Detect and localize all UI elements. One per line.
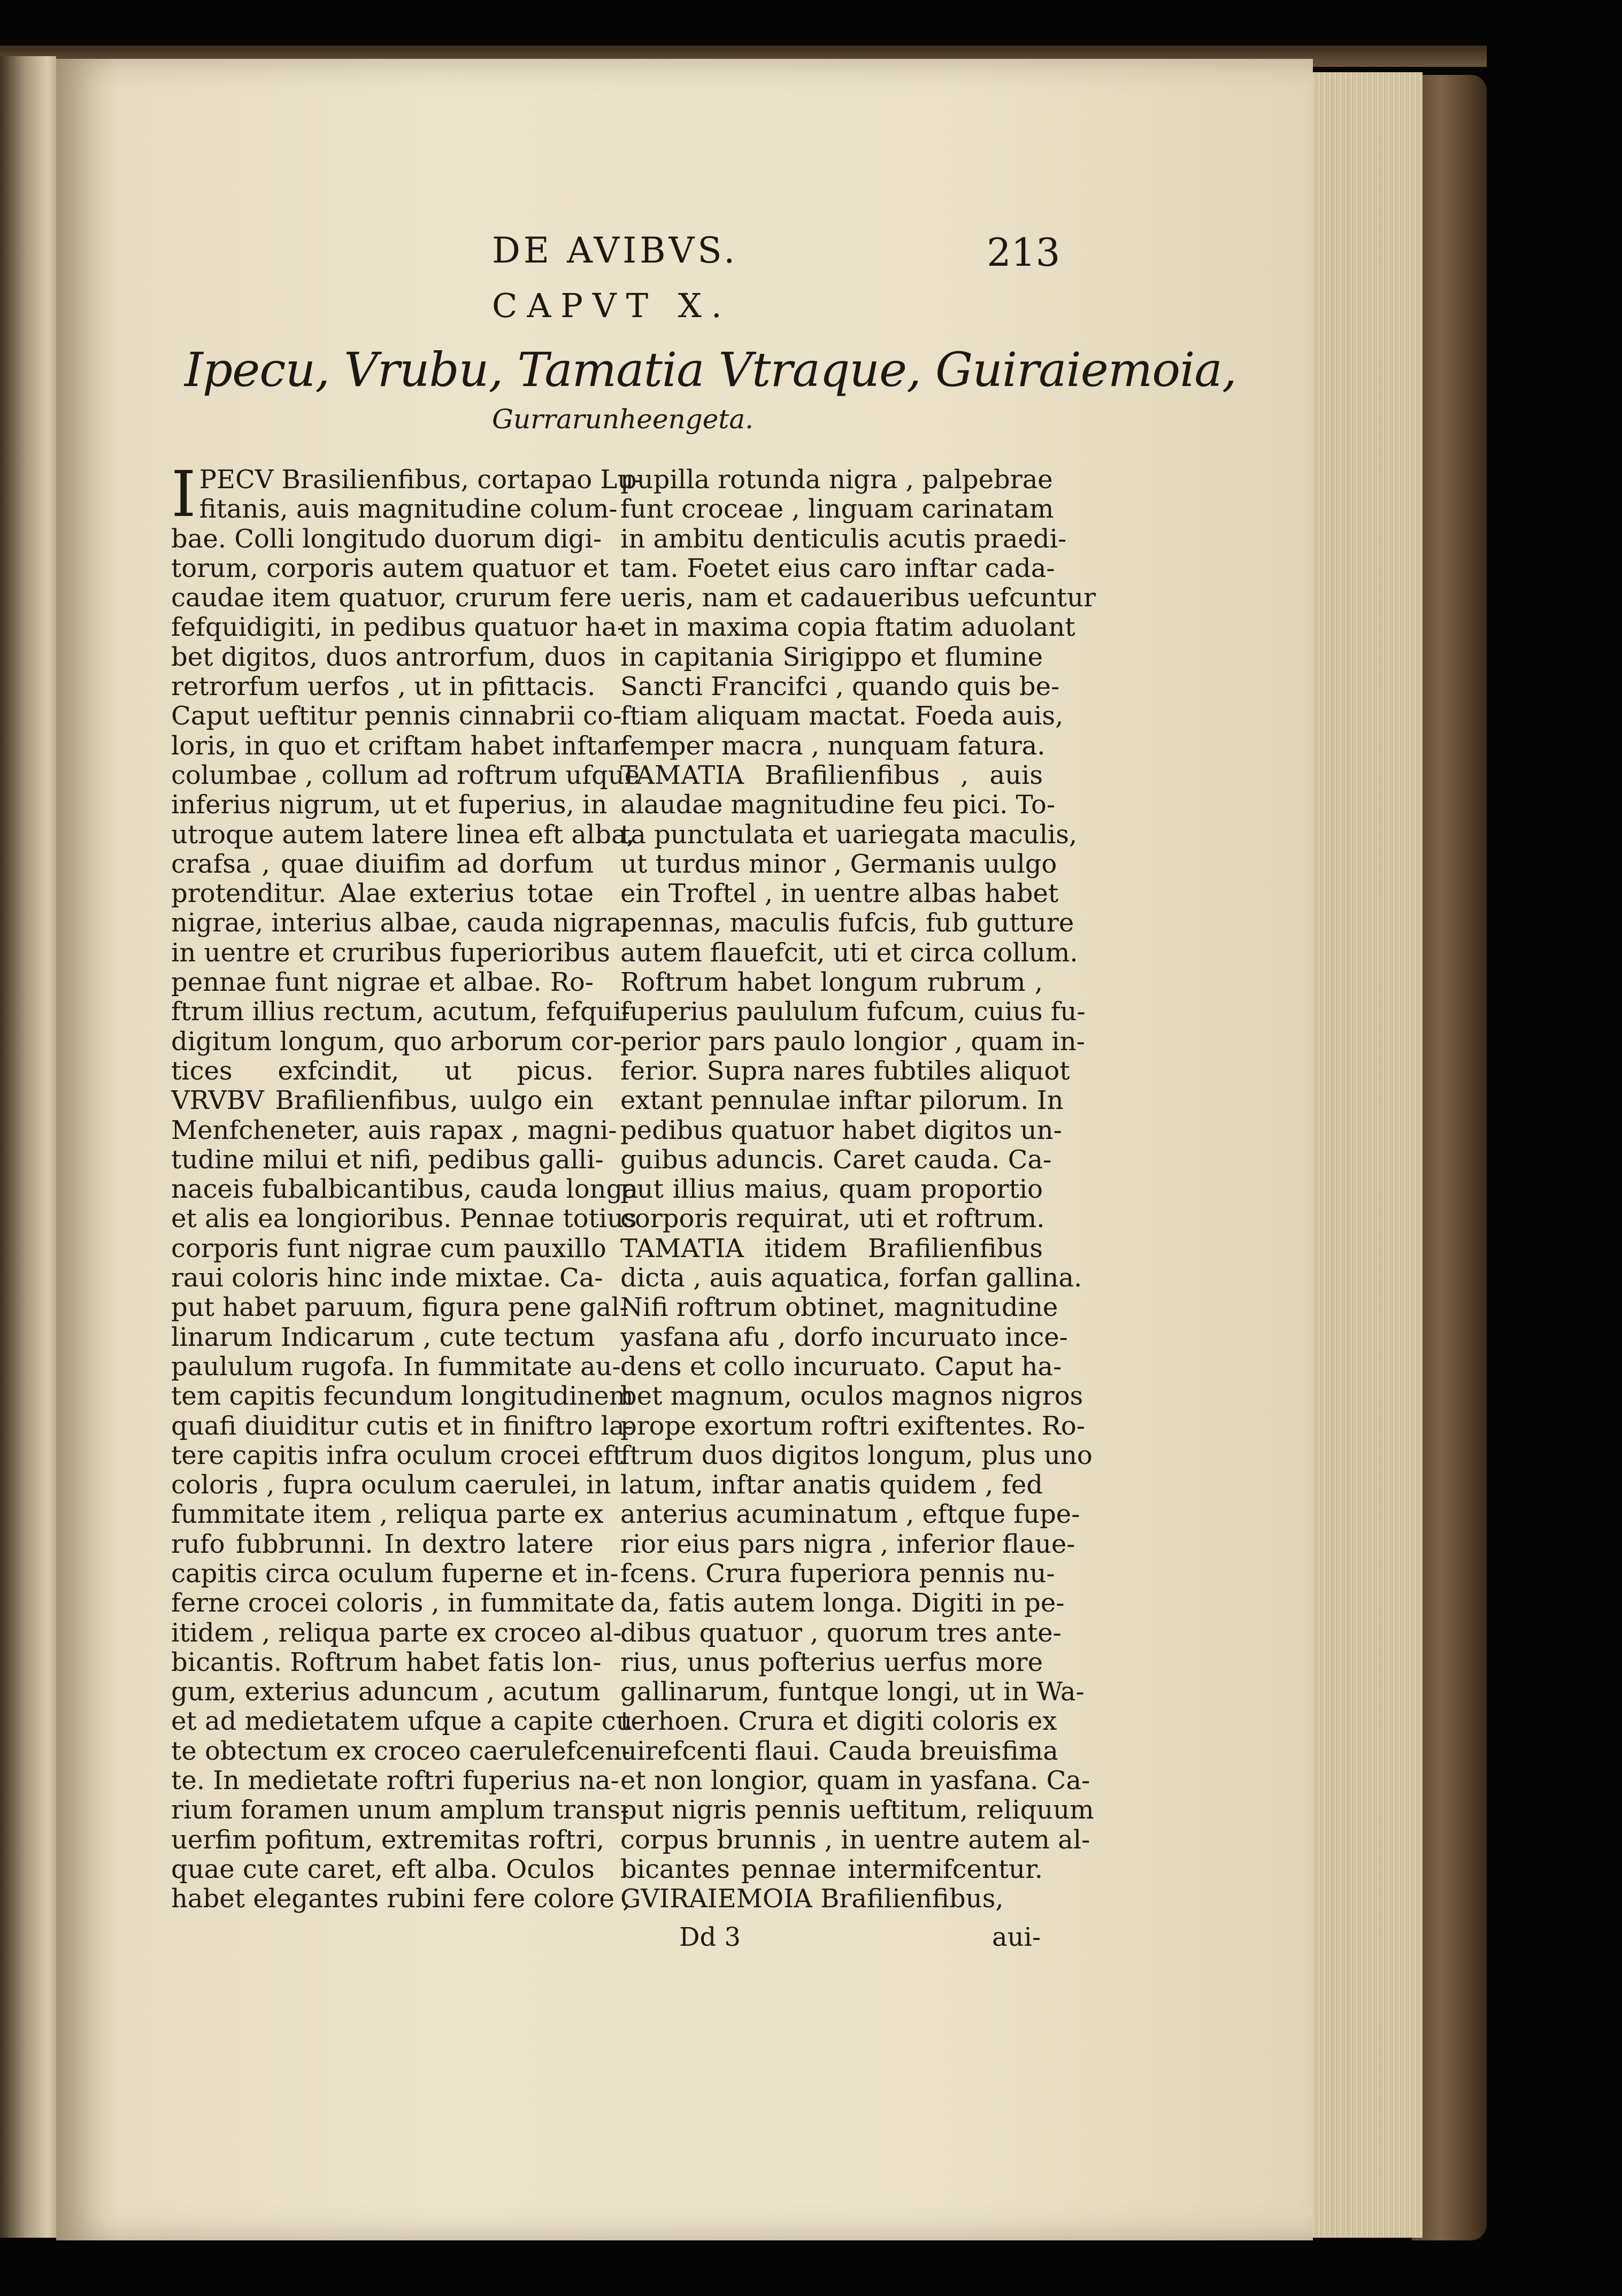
text-line: bicantes pennae intermifcentur.: [620, 1854, 1043, 1884]
text-line: caudae item quatuor, crurum fere: [171, 583, 612, 613]
text-line: corpus brunnis , in uentre autem al-: [620, 1824, 1090, 1855]
text-line: autem flauefcit, uti et circa collum.: [620, 937, 1078, 968]
text-line: habet elegantes rubini fere colore ,: [171, 1884, 631, 1914]
text-line: itidem , reliqua parte ex croceo al-: [171, 1617, 622, 1648]
text-line: gallinarum, funtque longi, ut in Wa-: [620, 1677, 1085, 1707]
text-line: coloris , fupra oculum caerulei, in: [171, 1470, 611, 1500]
text-line: GVIRAIEMOIA Brafilienfibus,: [620, 1884, 1004, 1914]
text-line: te. In medietate roftri fuperius na-: [171, 1766, 619, 1796]
text-line: et non longior, quam in yasfana. Ca-: [620, 1766, 1090, 1796]
text-line: tem capitis fecundum longitudinem: [171, 1381, 634, 1412]
text-line: nigrae, interius albae, cauda nigra,: [171, 908, 630, 938]
page-number: 213: [987, 230, 1060, 275]
text-line: Roftrum habet longum rubrum ,: [620, 967, 1043, 998]
text-line: pennas, maculis fufcis, fub gutture: [620, 908, 1074, 938]
text-line: loris, in quo et criftam habet inftar: [171, 730, 625, 761]
text-line: rior eius pars nigra , inferior flaue-: [620, 1529, 1075, 1559]
text-line: put habet paruum, figura pene gal-: [171, 1292, 628, 1323]
text-line: prope exortum roftri exiftentes. Ro-: [620, 1411, 1086, 1441]
text-line: ftrum illius rectum, acutum, fefqui-: [171, 997, 631, 1027]
text-line: ut turdus minor , Germanis uulgo: [620, 849, 1057, 879]
text-line: et alis ea longioribus. Pennae totius: [171, 1204, 637, 1234]
text-line: crafsa , quae diuifim ad dorfum: [171, 849, 594, 879]
drop-cap: I: [171, 457, 196, 531]
text-line: latum, inftar anatis quidem , fed: [620, 1470, 1043, 1500]
running-head: DE AVIBVS.: [492, 230, 739, 271]
text-line: TAMATIA itidem Brafilienfibus: [620, 1233, 1043, 1263]
text-line: ferne crocei coloris , in fummitate: [171, 1588, 615, 1619]
text-line: pennae funt nigrae et albae. Ro-: [171, 967, 594, 998]
text-line: protenditur. Alae exterius totae: [171, 879, 594, 909]
text-line: rufo fubbrunni. In dextro latere: [171, 1529, 594, 1559]
text-line: tudine milui et nifi, pedibus galli-: [171, 1144, 604, 1175]
page-stack: [1310, 72, 1423, 2238]
text-line: retrorfum uerfos , ut in pfittacis.: [171, 672, 596, 702]
text-line: anterius acuminatum , eftque fupe-: [620, 1499, 1080, 1530]
text-line: ftrum duos digitos longum, plus uno: [620, 1440, 1093, 1470]
text-line: VRVBV Brafilienfibus, uulgo ein: [171, 1085, 594, 1116]
text-line: guibus aduncis. Caret cauda. Ca-: [620, 1144, 1052, 1175]
right-text-column: [620, 465, 1096, 1914]
left-page-edge: [0, 56, 56, 2238]
text-line: ftiam aliquam mactat. Foeda auis,: [620, 701, 1064, 731]
text-line: dibus quatuor , quorum tres ante-: [620, 1617, 1062, 1648]
text-line: tices exfcindit, ut picus.: [171, 1055, 594, 1086]
text-line: columbae , collum ad roftrum ufque: [171, 760, 640, 790]
text-line: fummitate item , reliqua parte ex: [171, 1499, 604, 1530]
catchword: aui-: [992, 1922, 1041, 1952]
text-line: funt croceae , linguam carinatam: [620, 494, 1054, 525]
text-line: dens et collo incuruato. Caput ha-: [620, 1351, 1062, 1382]
text-line: quafi diuiditur cutis et in finiftro la-: [171, 1411, 633, 1441]
text-line: ferior. Supra nares fubtiles aliquot: [620, 1055, 1070, 1086]
text-line: bicantis. Roftrum habet fatis lon-: [171, 1647, 602, 1677]
text-line: put illius maius, quam proportio: [620, 1174, 1043, 1205]
chapter-heading: CAPVT X.: [492, 286, 732, 325]
text-line: TAMATIA Brafilienfibus , auis: [620, 760, 1043, 790]
text-line: et ad medietatem ufque a capite cu-: [171, 1706, 641, 1737]
text-line: linarum Indicarum , cute tectum: [171, 1322, 595, 1352]
text-line: in capitania Sirigippo et flumine: [620, 642, 1043, 672]
text-line: Sancti Francifci , quando quis be-: [620, 672, 1060, 702]
text-line: inferius nigrum, ut et fuperius, in: [171, 790, 608, 820]
text-line: terhoen. Crura et digiti coloris ex: [620, 1706, 1057, 1737]
text-line: dicta , auis aquatica, forfan gallina.: [620, 1263, 1082, 1293]
text-line: utroque autem latere linea eft alba,: [171, 819, 635, 850]
text-line: yasfana afu , dorfo incuruato ince-: [620, 1322, 1068, 1352]
text-line: alaudae magnitudine feu pici. To-: [620, 790, 1056, 820]
text-line: pupilla rotunda nigra , palpebrae: [620, 465, 1053, 495]
text-line: paululum rugofa. In fummitate au-: [171, 1351, 621, 1382]
text-line: rium foramen unum amplum trans-: [171, 1795, 629, 1825]
chapter-title: Ipecu, Vrubu, Tamatia Vtraque, Guiraiemoia,: [185, 342, 1236, 397]
text-line: uirefcenti flaui. Cauda breuisfima: [620, 1736, 1058, 1766]
text-line: bet magnum, oculos magnos nigros: [620, 1381, 1083, 1412]
text-line: gum, exterius aduncum , acutum: [171, 1677, 601, 1707]
text-line: naceis fubalbicantibus, cauda longa: [171, 1174, 638, 1205]
text-line: ein Troftel , in uentre albas habet: [620, 879, 1059, 909]
text-line: extant pennulae inftar pilorum. In: [620, 1085, 1064, 1116]
text-line: fcens. Crura fuperiora pennis nu-: [620, 1558, 1055, 1589]
text-line: Menfcheneter, auis rapax , magni-: [171, 1115, 617, 1145]
text-line: raui coloris hinc inde mixtae. Ca-: [171, 1263, 603, 1293]
text-line: put nigris pennis ueftitum, reliquum: [620, 1795, 1094, 1825]
text-line: uerfim pofitum, extremitas roftri,: [171, 1824, 605, 1855]
text-line: digitum longum, quo arborum cor-: [171, 1026, 622, 1057]
text-line: in ambitu denticulis acutis praedi-: [620, 523, 1067, 554]
text-line: tere capitis infra oculum crocei eft: [171, 1440, 624, 1470]
text-line: torum, corporis autem quatuor et: [171, 553, 609, 583]
text-line: bet digitos, duos antrorfum, duos: [171, 642, 606, 672]
text-line: corporis requirat, uti et roftrum.: [620, 1204, 1045, 1234]
text-line: fuperius paululum fufcum, cuius fu-: [620, 997, 1086, 1027]
text-line: ueris, nam et cadaueribus uefcuntur: [620, 583, 1096, 613]
text-line: Caput ueftitur pennis cinnabrii co-: [171, 701, 622, 731]
text-line: Nifi roftrum obtinet, magnitudine: [620, 1292, 1058, 1323]
text-line: da, fatis autem longa. Digiti in pe-: [620, 1588, 1065, 1619]
text-line: et in maxima copia ftatim aduolant: [620, 612, 1075, 643]
text-line: femper macra , nunquam fatura.: [620, 730, 1046, 761]
text-line: PECV Brasilienfibus, cortapao Lu-: [199, 465, 643, 495]
text-line: quae cute caret, eft alba. Oculos: [171, 1854, 595, 1884]
text-line: bae. Colli longitudo duorum digi-: [171, 523, 602, 554]
text-line: capitis circa oculum fuperne et in-: [171, 1558, 619, 1589]
text-line: in uentre et cruribus fuperioribus: [171, 937, 610, 968]
text-line: pedibus quatuor habet digitos un-: [620, 1115, 1062, 1145]
text-line: ta punctulata et uariegata maculis,: [620, 819, 1078, 850]
left-text-column: [171, 457, 643, 1914]
text-line: rius, unus pofterius uerfus more: [620, 1647, 1043, 1677]
text-line: corporis funt nigrae cum pauxillo: [171, 1233, 606, 1263]
signature-mark: Dd 3: [679, 1922, 741, 1952]
text-line: te obtectum ex croceo caerulefcen-: [171, 1736, 631, 1766]
text-line: tam. Foetet eius caro inftar cada-: [620, 553, 1055, 583]
text-line: fefquidigiti, in pedibus quatuor ha-: [171, 612, 626, 643]
book-cover: [1412, 75, 1487, 2240]
text-line: perior pars paulo longior , quam in-: [620, 1026, 1085, 1057]
chapter-subtitle: Gurrarunheengeta.: [492, 404, 754, 435]
text-line: fitanis, auis magnitudine colum-: [199, 494, 618, 525]
